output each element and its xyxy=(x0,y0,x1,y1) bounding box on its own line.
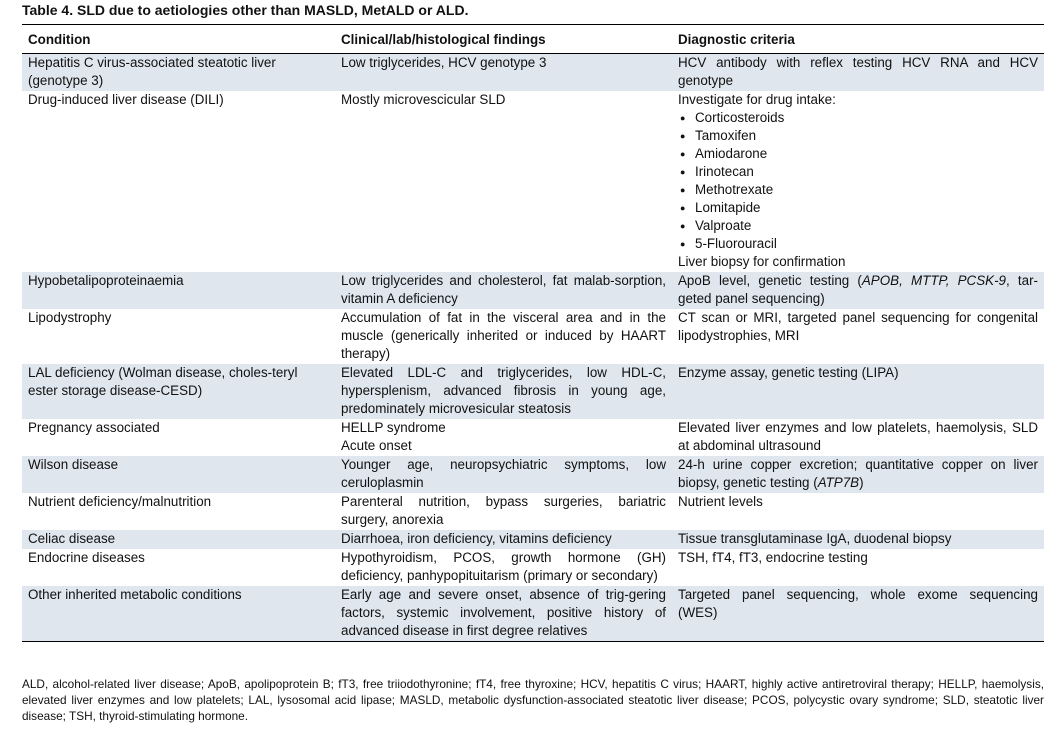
list-item: ● Irinotecan xyxy=(678,163,1038,181)
cell-findings: Low triglycerides and cholesterol, fat malab-sorption, vitamin A deficiency xyxy=(335,272,672,309)
cell-criteria: Nutrient levels xyxy=(678,494,763,509)
cell-criteria: Enzyme assay, genetic testing (LIPA) xyxy=(672,364,1044,419)
cell-criteria: Elevated liver enzymes and low platelets, haemolysis, SLD at abdominal ultrasound xyxy=(678,420,1038,453)
criteria-text: , tar-geted panel sequencing) xyxy=(678,273,1038,306)
table-row xyxy=(22,530,1044,549)
cell-criteria: Tissue transglutaminase IgA, duodenal biopsy xyxy=(672,530,1044,549)
table-footnote: ALD, alcohol-related liver disease; ApoB, apolipoprotein B; fT3, free triiodothyronine; fT4, free thyroxine; HCV, hepatitis C virus; HAART, highly active antiretroviral therapy; HELLP, haemolysis, elevated liver enzymes and low platelets; LAL, lysosomal acid lipase; MASLD, metabolic dysfunction-associated steatotic liver disease; PCOS, polycystic ovary syndrome; SLD, steatotic liver disease; TSH, thyroid-stimulating hormone. xyxy=(22,677,1044,723)
cell-criteria: CT scan or MRI, targeted panel sequencing for congenital lipodystrophies, MRI xyxy=(678,310,1038,343)
list-item: ● Tamoxifen xyxy=(678,127,1038,145)
table-row xyxy=(22,272,1044,309)
cell-criteria: TSH, fT4, fT3, endocrine testing xyxy=(678,550,868,565)
list-item: ● Lomitapide xyxy=(678,199,1038,217)
cell-condition: Pregnancy associated xyxy=(28,420,160,435)
cell-condition: Nutrient deficiency/malnutrition xyxy=(28,494,212,509)
header-findings: Clinical/lab/histological findings xyxy=(341,32,546,47)
list-item: ● Corticosteroids xyxy=(678,109,1038,127)
gene-names: APOB, MTTP, PCSK-9 xyxy=(861,273,1006,288)
cell-criteria: HCV antibody with reflex testing HCV RNA and HCV genotype xyxy=(672,54,1044,92)
list-item: ● Methotrexate xyxy=(678,181,1038,199)
findings-line: Acute onset xyxy=(341,438,412,453)
cell-condition: Other inherited metabolic conditions xyxy=(22,586,335,642)
table-row xyxy=(22,419,1044,456)
table-row xyxy=(22,586,1044,642)
header-criteria: Diagnostic criteria xyxy=(678,32,795,47)
cell-findings: Diarrhoea, iron deficiency, vitamins deficiency xyxy=(335,530,672,549)
cell-findings: Younger age, neuropsychiatric symptoms, low ceruloplasmin xyxy=(335,456,672,493)
drug-list xyxy=(678,109,1038,253)
criteria-intro: Investigate for drug intake: xyxy=(678,92,836,107)
cell-criteria: Targeted panel sequencing, whole exome sequencing (WES) xyxy=(672,586,1044,642)
table-row xyxy=(22,364,1044,419)
table-row xyxy=(22,54,1044,92)
cell-findings: Accumulation of fat in the visceral area and in the muscle (generically inherited or induced by HAART therapy) xyxy=(341,310,666,361)
cell-condition: Wilson disease xyxy=(22,456,335,493)
cell-criteria xyxy=(672,456,1044,493)
cell-condition: LAL deficiency (Wolman disease, choles-teryl ester storage disease-CESD) xyxy=(22,364,335,419)
table-row xyxy=(22,456,1044,493)
findings-line: HELLP syndrome xyxy=(341,420,446,435)
cell-condition: Endocrine diseases xyxy=(28,550,145,565)
gene-names: ATP7B xyxy=(817,475,860,490)
cell-condition: Celiac disease xyxy=(22,530,335,549)
cell-findings: Hypothyroidism, PCOS, growth hormone (GH) deficiency, panhypopituitarism (primary or secondary) xyxy=(341,550,666,583)
cell-findings: Low triglycerides, HCV genotype 3 xyxy=(335,54,672,92)
table-row xyxy=(22,91,1044,272)
cell-criteria xyxy=(672,91,1044,272)
cell-findings: Parenteral nutrition, bypass surgeries, bariatric surgery, anorexia xyxy=(341,494,666,527)
criteria-text: 24-h urine copper excretion; quantitative copper on liver biopsy, genetic testing ( xyxy=(678,457,1038,490)
criteria-outro: Liver biopsy for confirmation xyxy=(678,254,846,269)
list-item: ● Valproate xyxy=(678,217,1038,235)
cell-condition: Drug-induced liver disease (DILI) xyxy=(28,92,224,107)
table-header-row xyxy=(22,25,1044,54)
cell-condition: Hypobetalipoproteinaemia xyxy=(22,272,335,309)
cell-findings: Mostly microvescicular SLD xyxy=(341,92,506,107)
table-row xyxy=(22,309,1044,364)
cell-condition: Hepatitis C virus-associated steatotic liver (genotype 3) xyxy=(22,54,335,92)
criteria-text: ) xyxy=(859,475,864,490)
table-row xyxy=(22,549,1044,586)
cell-findings: Early age and severe onset, absence of trig-gering factors, systemic involvement, positive history of advanced disease in first degree relatives xyxy=(335,586,672,642)
list-item: ● Amiodarone xyxy=(678,145,1038,163)
criteria-text: ApoB level, genetic testing ( xyxy=(678,273,862,288)
table-title: Table 4. SLD due to aetiologies other than MASLD, MetALD or ALD. xyxy=(22,2,469,18)
aetiologies-table xyxy=(22,24,1044,642)
list-item: ● 5-Fluorouracil xyxy=(678,235,1038,253)
table-row xyxy=(22,493,1044,530)
cell-findings: Elevated LDL-C and triglycerides, low HDL-C, hypersplenism, advanced fibrosis in young age, predominately microvesicular steatosis xyxy=(335,364,672,419)
cell-findings xyxy=(335,419,672,456)
cell-criteria xyxy=(672,272,1044,309)
header-condition: Condition xyxy=(28,32,91,47)
cell-condition: Lipodystrophy xyxy=(28,310,112,325)
